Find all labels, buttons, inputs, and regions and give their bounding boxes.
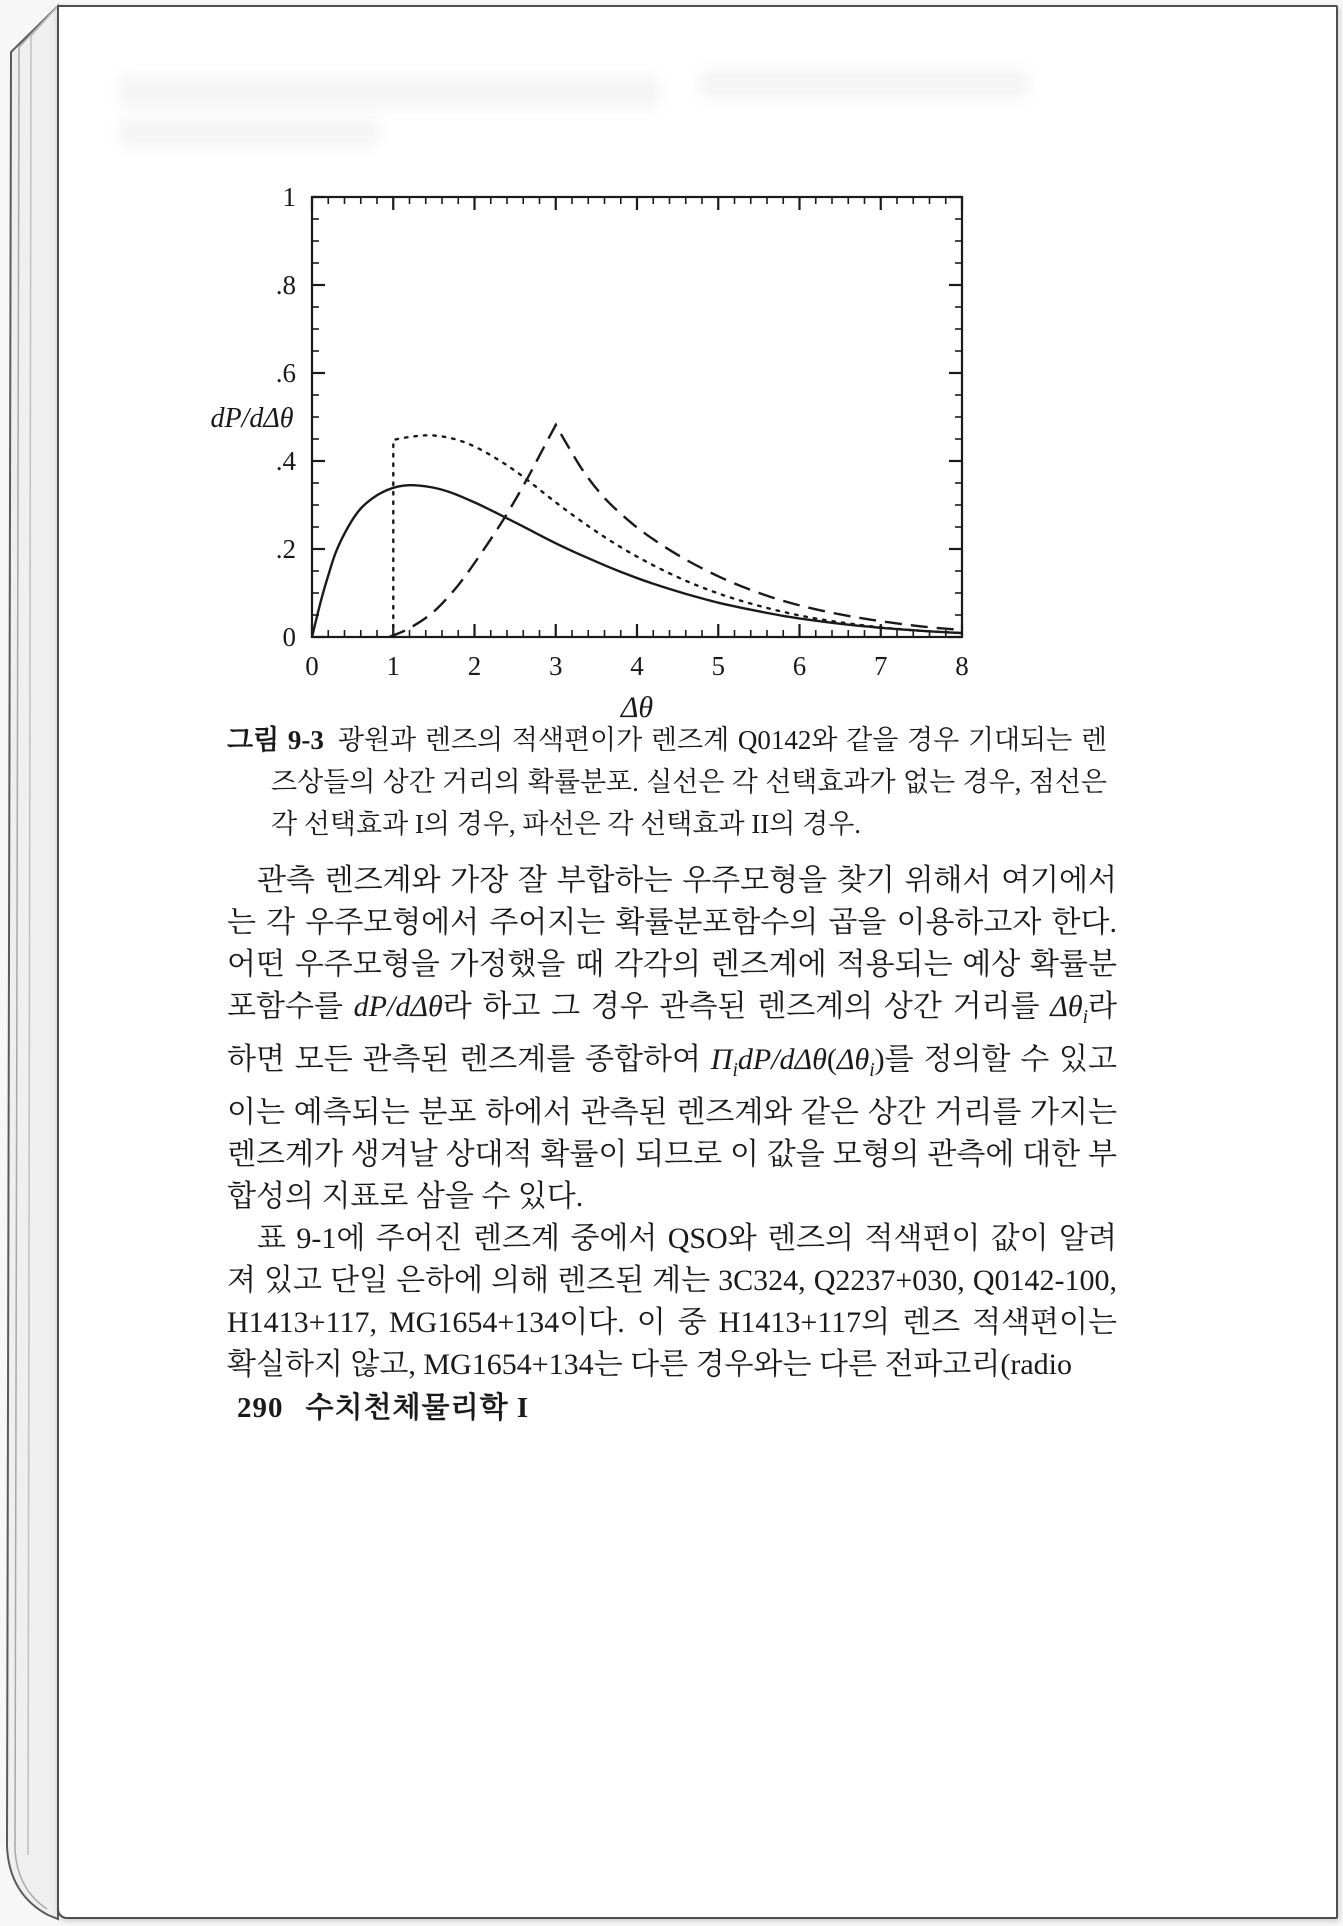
svg-text:0: 0: [282, 622, 296, 652]
svg-text:dP/dΔθ: dP/dΔθ: [210, 403, 294, 434]
ink-bleed-ghost: [119, 119, 379, 147]
page-footer: [237, 1385, 529, 1426]
svg-text:.2: .2: [275, 534, 296, 564]
ink-bleed-ghost: [119, 75, 659, 109]
paragraph-2: 표 9-1에 주어진 렌즈계 중에서 QSO와 렌즈의 적색편이 값이 알려져 있고 단일 은하에 의해 렌즈된 계는 3C324, Q2237+030, Q0142-100, H1413+117, MG1654+134이다. 이 중 H1413+117의 렌즈 적색편이는 확실하지 않고, MG1654+134는 다른 경우와는 다른 전파고리(radio: [227, 1222, 1117, 1381]
svg-text:.4: .4: [275, 446, 296, 476]
svg-text:Δθ: Δθ: [620, 691, 654, 724]
body-text: [227, 860, 1117, 1386]
svg-text:7: 7: [874, 651, 888, 681]
figure-caption-text: 광원과 렌즈의 적색편이가 렌즈계 Q0142와 같을 경우 기대되는 렌즈상들의 상간 거리의 확률분포. 실선은 각 선택효과가 없는 경우, 점선은 각 선택효과 I의 경우, 파선은 각 선택효과 II의 경우.: [271, 725, 1108, 839]
page-stack-edge: [7, 6, 58, 1919]
figure-caption-label: 그림 9-3: [227, 725, 324, 755]
svg-text:1: 1: [282, 182, 296, 212]
book-title: 수치천체물리학 I: [305, 1392, 530, 1424]
svg-text:6: 6: [792, 651, 807, 681]
svg-text:2: 2: [467, 651, 482, 681]
figure-9-3: [202, 177, 992, 729]
svg-text:3: 3: [549, 651, 563, 681]
page-number: 290: [237, 1392, 284, 1424]
svg-text:1: 1: [386, 651, 400, 681]
figure-caption: [227, 719, 1107, 845]
svg-text:.8: .8: [275, 270, 296, 300]
ink-bleed-ghost: [699, 69, 1029, 99]
paragraph-1: 관측 렌즈계와 가장 잘 부합하는 우주모형을 찾기 위해서 여기에서는 각 우주모형에서 주어지는 확률분포함수의 곱을 이용하고자 한다. 어떤 우주모형을 가정했을 때 각각의 렌즈계에 적용되는 예상 확률분포함수를 dP/dΔθ라 하고 그 경우 관측된 렌즈계의 상간 거리를 $\Delta\theta_i$라 하면 모든 관측된 렌즈계를 종합하여 $\Pi_idP/d\Delta\theta(\Delta\theta_i)$를 정의할 수 있고 이는 예측되는 분포 하에서 관측된 렌즈계와 같은 상간 거리를 가지는 렌즈계가 생겨날 상대적 확률이 되므로 이 값을 모형의 관측에 대한 부합성의 지표로 삼을 수 있다.: [227, 864, 1118, 1213]
svg-text:4: 4: [630, 651, 644, 681]
page: [57, 5, 1338, 1919]
svg-text:8: 8: [955, 651, 969, 681]
svg-text:.6: .6: [275, 358, 296, 388]
svg-text:0: 0: [305, 651, 319, 681]
svg-text:5: 5: [711, 651, 725, 681]
figure-chart-svg: [202, 177, 992, 729]
